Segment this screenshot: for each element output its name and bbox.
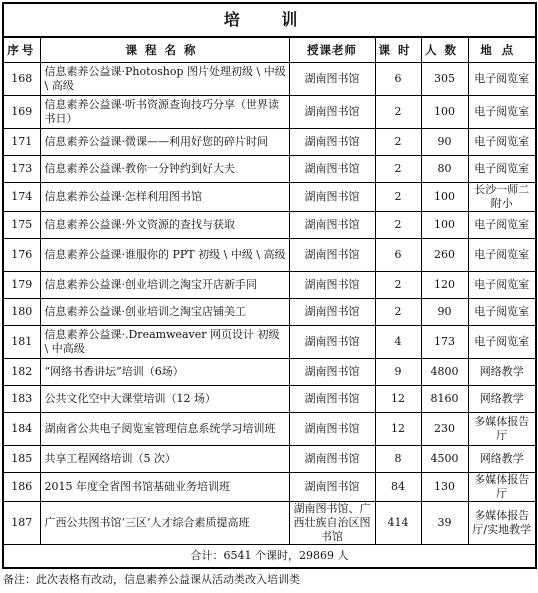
cell-no: 168 xyxy=(3,63,40,96)
cell-course: 公共文化空中大课堂培训（12 场） xyxy=(40,386,289,413)
cell-course: 信息素养公益课·.Dreamweaver 网页设计 初级 \ 中高级 xyxy=(40,326,289,359)
cell-hours: 6 xyxy=(375,63,421,96)
cell-place: 电子阅览室 xyxy=(468,96,536,129)
cell-people: 100 xyxy=(421,212,468,239)
cell-teacher: 湖南图书馆 xyxy=(289,156,375,183)
total-summary: 合计：6541 个课时，29869 人 xyxy=(3,545,536,569)
table-row xyxy=(3,413,536,446)
cell-place: 网络教学 xyxy=(468,359,536,386)
cell-course: 湖南省公共电子阅览室管理信息系统学习培训班 xyxy=(40,413,289,446)
cell-no: 179 xyxy=(3,272,40,299)
table-row xyxy=(3,502,536,545)
cell-teacher: 湖南图书馆 xyxy=(289,386,375,413)
cell-place: 多媒体报告厅 xyxy=(468,473,536,502)
cell-course: 信息素养公益课·谁服你的 PPT 初级 \ 中级 \ 高级 xyxy=(40,239,289,272)
table-row xyxy=(3,299,536,326)
cell-people: 4500 xyxy=(421,446,468,473)
cell-hours: 2 xyxy=(375,299,421,326)
cell-teacher: 湖南图书馆 xyxy=(289,63,375,96)
header-teacher: 授课老师 xyxy=(289,37,375,63)
cell-place: 长沙一师二附小 xyxy=(468,183,536,212)
cell-place: 电子阅览室 xyxy=(468,156,536,183)
cell-no: 185 xyxy=(3,446,40,473)
cell-teacher: 湖南图书馆 xyxy=(289,272,375,299)
cell-place: 电子阅览室 xyxy=(468,212,536,239)
cell-people: 39 xyxy=(421,502,468,545)
cell-no: 181 xyxy=(3,326,40,359)
cell-course: 信息素养公益课·创业培训之淘宝开店新手同 xyxy=(40,272,289,299)
cell-teacher: 湖南图书馆 xyxy=(289,446,375,473)
table-row xyxy=(3,359,536,386)
table-row xyxy=(3,212,536,239)
cell-hours: 12 xyxy=(375,386,421,413)
cell-teacher: 湖南图书馆 xyxy=(289,413,375,446)
table-body xyxy=(3,63,536,545)
cell-hours: 4 xyxy=(375,326,421,359)
cell-teacher: 湖南图书馆 xyxy=(289,212,375,239)
cell-hours: 2 xyxy=(375,212,421,239)
cell-people: 80 xyxy=(421,156,468,183)
cell-people: 230 xyxy=(421,413,468,446)
cell-course: 2015 年度全省图书馆基础业务培训班 xyxy=(40,473,289,502)
cell-teacher: 湖南图书馆、广西壮族自治区图书馆 xyxy=(289,502,375,545)
cell-place: 多媒体报告厅/实地教学 xyxy=(468,502,536,545)
cell-place: 电子阅览室 xyxy=(468,129,536,156)
table-row xyxy=(3,386,536,413)
cell-teacher: 湖南图书馆 xyxy=(289,299,375,326)
cell-people: 90 xyxy=(421,129,468,156)
cell-people: 120 xyxy=(421,272,468,299)
cell-no: 169 xyxy=(3,96,40,129)
cell-course: 信息素养公益课·教你一分钟约到好大夫 xyxy=(40,156,289,183)
cell-teacher: 湖南图书馆 xyxy=(289,183,375,212)
header-place: 地点 xyxy=(468,37,536,63)
cell-people: 260 xyxy=(421,239,468,272)
header-hours: 课时 xyxy=(375,37,421,63)
cell-course: 信息素养公益课·微课——利用好您的碎片时间 xyxy=(40,129,289,156)
cell-teacher: 湖南图书馆 xyxy=(289,473,375,502)
cell-hours: 84 xyxy=(375,473,421,502)
cell-course: 信息素养公益课·外文资源的查找与获取 xyxy=(40,212,289,239)
cell-no: 186 xyxy=(3,473,40,502)
cell-hours: 2 xyxy=(375,96,421,129)
cell-course: 共享工程网络培训（5 次） xyxy=(40,446,289,473)
cell-place: 电子阅览室 xyxy=(468,239,536,272)
cell-hours: 2 xyxy=(375,156,421,183)
table-row xyxy=(3,96,536,129)
cell-no: 174 xyxy=(3,183,40,212)
table-row xyxy=(3,129,536,156)
cell-place: 多媒体报告厅 xyxy=(468,413,536,446)
cell-no: 171 xyxy=(3,129,40,156)
cell-hours: 414 xyxy=(375,502,421,545)
cell-people: 100 xyxy=(421,183,468,212)
cell-people: 100 xyxy=(421,96,468,129)
table-row xyxy=(3,326,536,359)
table-row xyxy=(3,473,536,502)
cell-people: 305 xyxy=(421,63,468,96)
cell-hours: 2 xyxy=(375,183,421,212)
cell-hours: 2 xyxy=(375,272,421,299)
training-table-container xyxy=(2,2,535,569)
cell-no: 176 xyxy=(3,239,40,272)
cell-course: 信息素养公益课·Photoshop 图片处理初级 \ 中级 \ 高级 xyxy=(40,63,289,96)
cell-no: 187 xyxy=(3,502,40,545)
cell-course: 信息素养公益课·听书资源查询技巧分享（世界读书日） xyxy=(40,96,289,129)
cell-hours: 9 xyxy=(375,359,421,386)
cell-course: 信息素养公益课·怎样利用图书馆 xyxy=(40,183,289,212)
cell-teacher: 湖南图书馆 xyxy=(289,239,375,272)
cell-no: 184 xyxy=(3,413,40,446)
cell-teacher: 湖南图书馆 xyxy=(289,96,375,129)
cell-course: “网络书香讲坛”培训（6场） xyxy=(40,359,289,386)
cell-hours: 6 xyxy=(375,239,421,272)
cell-no: 173 xyxy=(3,156,40,183)
cell-no: 180 xyxy=(3,299,40,326)
cell-course: 广西公共图书馆‘三区’人才综合素质提高班 xyxy=(40,502,289,545)
cell-place: 电子阅览室 xyxy=(468,63,536,96)
table-row xyxy=(3,156,536,183)
header-no: 序号 xyxy=(3,37,40,63)
cell-place: 电子阅览室 xyxy=(468,326,536,359)
cell-people: 173 xyxy=(421,326,468,359)
footnote: 备注：此次表格有改动，信息素养公益课从活动类改入培训类 xyxy=(3,573,300,586)
cell-place: 电子阅览室 xyxy=(468,272,536,299)
cell-place: 网络教学 xyxy=(468,446,536,473)
cell-no: 175 xyxy=(3,212,40,239)
table-row xyxy=(3,63,536,96)
table-row xyxy=(3,446,536,473)
cell-no: 182 xyxy=(3,359,40,386)
cell-hours: 12 xyxy=(375,413,421,446)
table-row xyxy=(3,183,536,212)
cell-teacher: 湖南图书馆 xyxy=(289,129,375,156)
header-people: 人数 xyxy=(421,37,468,63)
cell-course: 信息素养公益课·创业培训之淘宝店铺美工 xyxy=(40,299,289,326)
cell-people: 130 xyxy=(421,473,468,502)
table-title: 培 训 xyxy=(3,3,536,37)
cell-place: 电子阅览室 xyxy=(468,299,536,326)
cell-teacher: 湖南图书馆 xyxy=(289,359,375,386)
cell-hours: 8 xyxy=(375,446,421,473)
cell-teacher: 湖南图书馆 xyxy=(289,326,375,359)
cell-place: 网络教学 xyxy=(468,386,536,413)
cell-people: 4800 xyxy=(421,359,468,386)
header-course: 课程名称 xyxy=(40,37,289,63)
cell-hours: 2 xyxy=(375,129,421,156)
cell-people: 90 xyxy=(421,299,468,326)
training-table xyxy=(2,2,537,569)
cell-people: 8160 xyxy=(421,386,468,413)
table-row xyxy=(3,272,536,299)
table-row xyxy=(3,239,536,272)
cell-no: 183 xyxy=(3,386,40,413)
